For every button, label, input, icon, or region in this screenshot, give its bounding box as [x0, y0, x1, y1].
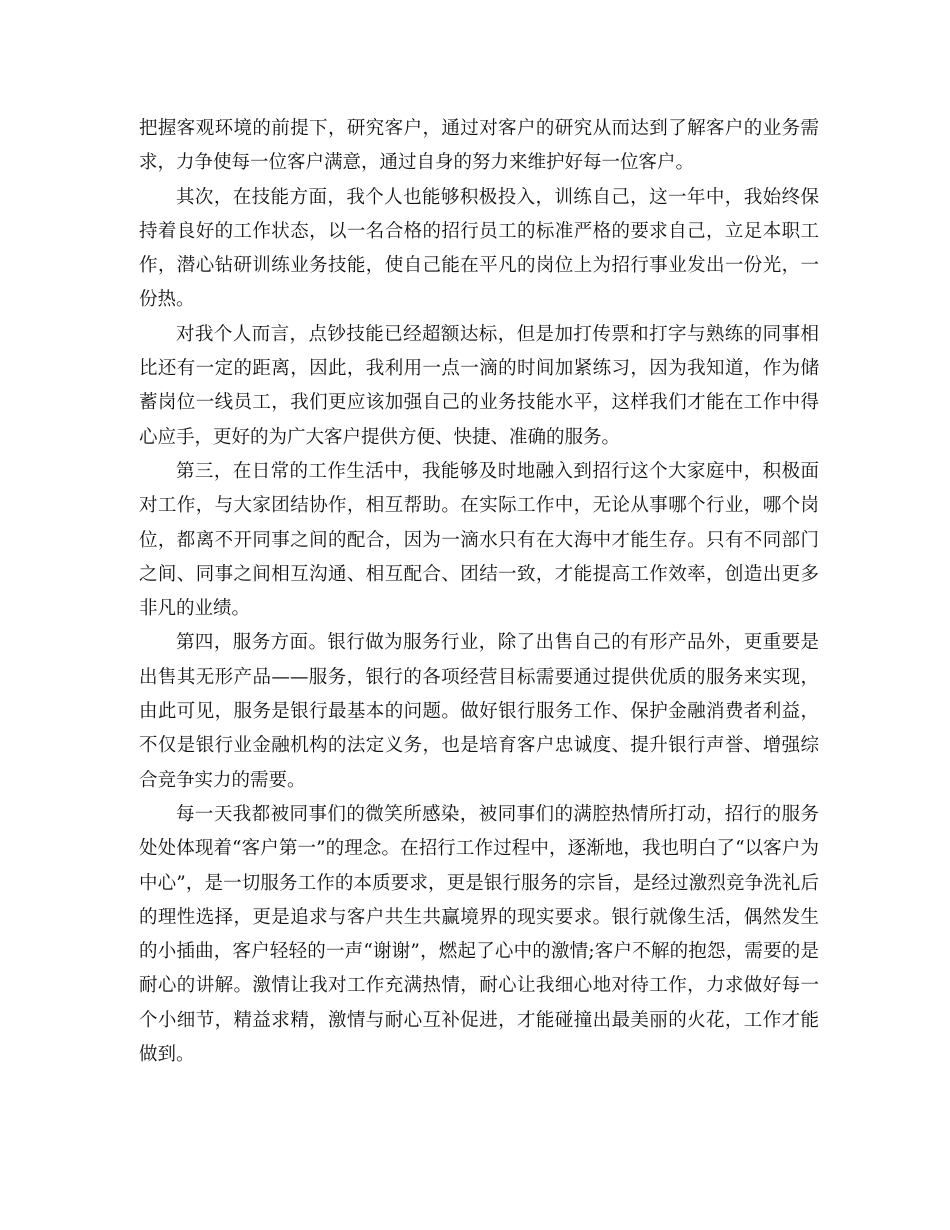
paragraph-service: 第四，服务方面。银行做为服务行业，除了出售自己的有形产品外，更重要是出售其无形产品——服务，银行的各项经营目标需要通过提供优质的服务来实现，由此可见，服务是银行最基本的问题。做好银行服务工作、保护金融消费者利益，不仅是银行业金融机构的法定义务，也是培育客户忠诚度、提升银行声誉、增强综合竞争实力的需要。	[139, 632, 819, 791]
document-body	[139, 112, 819, 1072]
paragraph-continuation: 把握客观环境的前提下，研究客户，通过对客户的研究从而达到了解客户的业务需求，力争使每一位客户满意，通过自身的努力来维护好每一位客户。	[139, 118, 819, 174]
paragraph-personal-skills: 对我个人而言，点钞技能已经超额达标，但是加打传票和打字与熟练的同事相比还有一定的距离，因此，我利用一点一滴的时间加紧练习，因为我知道，作为储蓄岗位一线员工，我们更应该加强自己的业务技能水平，这样我们才能在工作中得心应手，更好的为广大客户提供方便、快捷、准确的服务。	[139, 323, 819, 448]
paragraph-skills: 其次，在技能方面，我个人也能够积极投入，训练自己，这一年中，我始终保持着良好的工作状态，以一名合格的招行员工的标准严格的要求自己，立足本职工作，潜心钻研训练业务技能，使自己能在平凡的岗位上为招行事业发出一份光，一份热。	[139, 186, 819, 311]
paragraph-daily-experience: 每一天我都被同事们的微笑所感染，被同事们的满腔热情所打动，招行的服务处处体现着“客户第一”的理念。在招行工作过程中，逐渐地，我也明白了“以客户为中心”，是一切服务工作的本质要求，更是银行服务的宗旨，是经过激烈竞争洗礼后的理性选择，更是追求与客户共生共赢境界的现实要求。银行就像生活，偶然发生的小插曲，客户轻轻的一声“谢谢”，燃起了心中的激情;客户不解的抱怨，需要的是耐心的讲解。激情让我对工作充满热情，耐心让我细心地对待工作，力求做好每一个小细节，精益求精，激情与耐心互补促进，才能碰撞出最美丽的火花，工作才能做到。	[139, 803, 819, 1066]
paragraph-teamwork: 第三，在日常的工作生活中，我能够及时地融入到招行这个大家庭中，积极面对工作，与大家团结协作，相互帮助。在实际工作中，无论从事哪个行业，哪个岗位，都离不开同事之间的配合，因为一滴水只有在大海中才能生存。只有不同部门之间、同事之间相互沟通、相互配合、团结一致，才能提高工作效率，创造出更多非凡的业绩。	[139, 460, 819, 620]
